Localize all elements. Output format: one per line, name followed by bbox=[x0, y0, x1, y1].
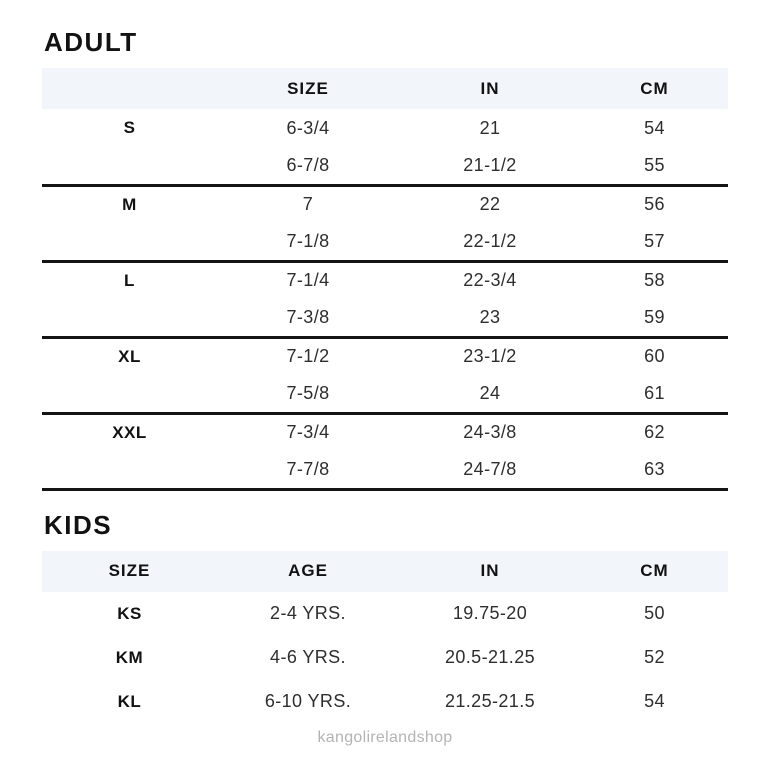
cm-cell: 61 bbox=[581, 375, 728, 413]
inches-cell: 23 bbox=[399, 299, 581, 337]
cm-cell: 54 bbox=[644, 691, 665, 711]
hat-size-cell: 6-7/8 bbox=[217, 147, 399, 185]
table-row bbox=[42, 109, 728, 147]
cm-cell: 63 bbox=[581, 451, 728, 489]
inches-cell: 22-1/2 bbox=[399, 223, 581, 261]
cm-cell: 57 bbox=[581, 223, 728, 261]
watermark-text: kangolirelandshop bbox=[317, 728, 453, 746]
table-row bbox=[42, 451, 728, 489]
cm-cell: 58 bbox=[644, 270, 665, 291]
table-row bbox=[42, 185, 728, 223]
table-row bbox=[42, 636, 728, 680]
size-group-m bbox=[42, 185, 728, 261]
size-group-xxl bbox=[42, 413, 728, 489]
hat-size-cell: 7-1/4 bbox=[286, 270, 330, 291]
inches-cell: 23-1/2 bbox=[463, 346, 517, 367]
col-header-in: IN bbox=[399, 551, 581, 592]
adult-size-table bbox=[42, 68, 728, 491]
table-row bbox=[42, 261, 728, 299]
cm-cell: 50 bbox=[644, 603, 665, 623]
inches-cell: 21.25-21.5 bbox=[444, 691, 536, 711]
col-header-empty bbox=[42, 68, 217, 109]
table-row bbox=[42, 299, 728, 337]
adult-section bbox=[42, 29, 728, 491]
row-label: KL bbox=[117, 691, 142, 711]
table-row bbox=[42, 337, 728, 375]
inches-cell: 22 bbox=[479, 194, 501, 215]
cm-cell: 56 bbox=[644, 194, 665, 215]
kids-table-header bbox=[42, 551, 728, 592]
hat-size-cell: 7 bbox=[302, 194, 314, 215]
col-header-size: SIZE bbox=[42, 551, 217, 592]
col-header-size: SIZE bbox=[217, 68, 399, 109]
row-label: S bbox=[123, 118, 136, 137]
row-label: XL bbox=[118, 346, 141, 366]
kids-table-body bbox=[42, 592, 728, 724]
cm-cell: 60 bbox=[644, 346, 665, 367]
hat-size-cell: 7-3/8 bbox=[217, 299, 399, 337]
inches-cell: 21 bbox=[479, 117, 501, 138]
inches-cell: 20.5-21.25 bbox=[444, 647, 536, 667]
row-label-spacer bbox=[42, 375, 217, 413]
table-row bbox=[42, 413, 728, 451]
kids-section bbox=[42, 509, 728, 724]
size-group-s bbox=[42, 109, 728, 185]
col-header-cm: CM bbox=[581, 68, 728, 109]
cm-cell: 59 bbox=[581, 299, 728, 337]
age-cell: 4-6 YRS. bbox=[270, 647, 346, 667]
cm-cell: 54 bbox=[644, 117, 665, 138]
age-cell: 2-4 YRS. bbox=[270, 603, 346, 623]
row-label: KM bbox=[115, 647, 144, 667]
inches-cell: 24-7/8 bbox=[399, 451, 581, 489]
cm-cell: 62 bbox=[644, 422, 665, 443]
hat-size-cell: 6-3/4 bbox=[286, 117, 330, 138]
row-label-spacer bbox=[42, 451, 217, 489]
col-header-age: AGE bbox=[217, 551, 399, 592]
size-group-l bbox=[42, 261, 728, 337]
row-label: L bbox=[124, 270, 135, 290]
table-row bbox=[42, 223, 728, 261]
table-header-row bbox=[42, 68, 728, 109]
inches-cell: 22-3/4 bbox=[463, 270, 517, 291]
cm-cell: 52 bbox=[644, 647, 665, 667]
table-row bbox=[42, 147, 728, 185]
row-label-spacer bbox=[42, 223, 217, 261]
adult-table-header bbox=[42, 68, 728, 109]
cm-cell: 55 bbox=[581, 147, 728, 185]
table-row bbox=[42, 680, 728, 724]
hat-size-cell: 7-3/4 bbox=[286, 422, 330, 443]
row-label-spacer bbox=[42, 299, 217, 337]
table-row bbox=[42, 375, 728, 413]
row-label-spacer bbox=[42, 147, 217, 185]
table-row bbox=[42, 592, 728, 636]
hat-size-cell: 7-5/8 bbox=[217, 375, 399, 413]
table-header-row bbox=[42, 551, 728, 592]
size-group-xl bbox=[42, 337, 728, 413]
inches-cell: 24 bbox=[399, 375, 581, 413]
inches-cell: 24-3/8 bbox=[463, 422, 517, 443]
hat-size-cell: 7-1/2 bbox=[286, 346, 330, 367]
adult-heading: ADULT bbox=[44, 27, 138, 57]
col-header-in: IN bbox=[399, 68, 581, 109]
row-label: M bbox=[122, 194, 137, 214]
hat-size-cell: 7-7/8 bbox=[217, 451, 399, 489]
row-label: XXL bbox=[112, 422, 147, 442]
col-header-cm: CM bbox=[581, 551, 728, 592]
age-cell: 6-10 YRS. bbox=[264, 691, 352, 711]
kids-heading: KIDS bbox=[44, 509, 113, 540]
inches-cell: 21-1/2 bbox=[399, 147, 581, 185]
row-label: KS bbox=[117, 603, 142, 623]
hat-size-cell: 7-1/8 bbox=[217, 223, 399, 261]
inches-cell: 19.75-20 bbox=[452, 603, 528, 623]
kids-size-table bbox=[42, 551, 728, 724]
